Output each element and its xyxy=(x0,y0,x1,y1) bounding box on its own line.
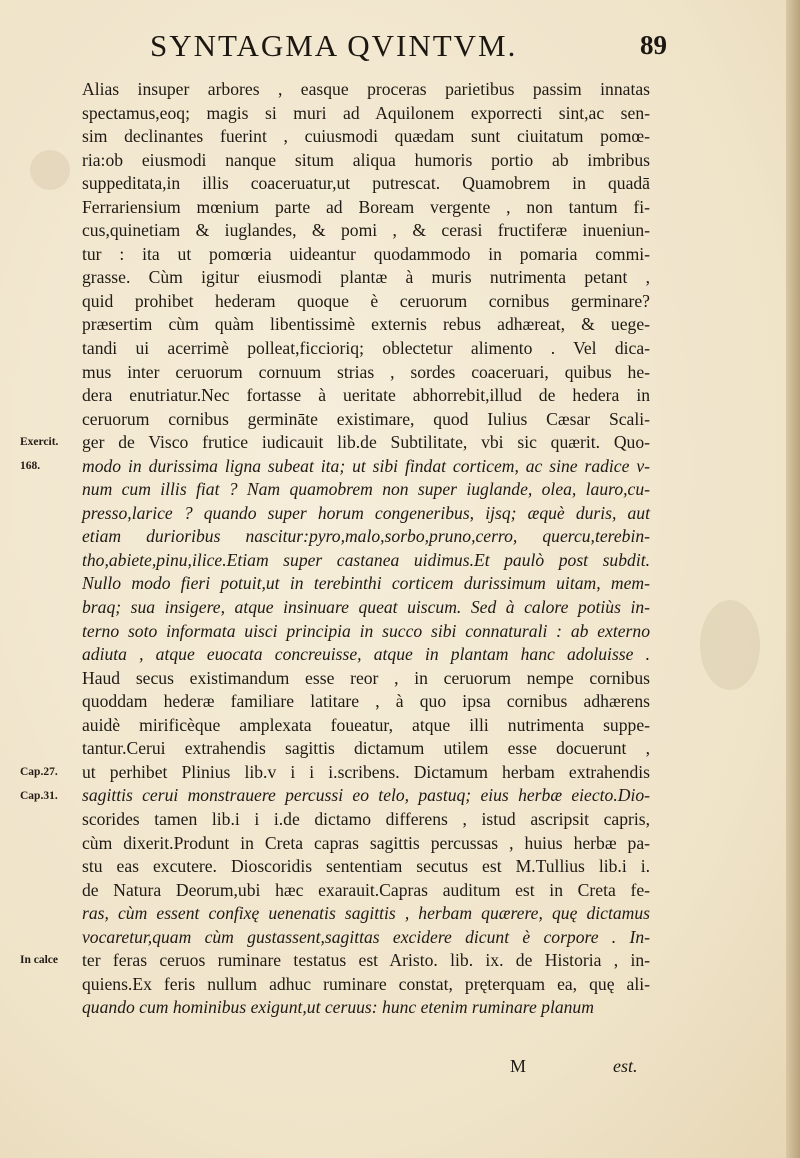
text-line: quiens.Ex feris nullum adhuc ruminare constat, pręterquam ea, quę ali- xyxy=(82,973,650,994)
text-line: terno soto informata uisci principia in succo sibi connaturali : ab externo xyxy=(82,620,650,641)
text-line: mus inter ceruorum cornuum strias , sordes coaceruari, quibus he- xyxy=(82,361,650,382)
text-line: cus,quinetiam & iuglandes, & pomi , & cerasi fructiferæ inueniun- xyxy=(82,220,650,241)
text-line: tantur.Cerui extrahendis sagittis dictamum utilem esse docuerunt , xyxy=(82,738,650,759)
text-line: modo in durissima ligna subeat ita; ut sibi findat corticem, ac sine radice v- xyxy=(82,455,650,476)
text-line: spectamus,eoq; magis si muri ad Aquilonem exporrecti sint,ac sen- xyxy=(82,102,650,123)
text-line: Nullo modo fieri potuit,ut in terebinthi corticem durissimum uitam, mem- xyxy=(82,573,650,594)
margin-note: In calce xyxy=(20,954,59,967)
body-text xyxy=(82,78,650,1020)
text-line: sim declinantes fuerint , cuiusmodi quædam sunt ciuitatum pomœ- xyxy=(82,126,650,147)
text-line: ras, cùm essent confixę uenenatis sagittis , herbam quærere, quę dictamus xyxy=(82,903,650,924)
text-line: Ferrariensium mœnium parte ad Boream vergente , non tantum fi- xyxy=(82,196,650,217)
text-line: tho,abiete,pinu,ilice.Etiam super castanea uidimus.Et paulò post subdit. xyxy=(82,549,650,570)
text-line: tandi ui acerrimè polleat,ficcioriq; oblectetur alimento . Vel dica- xyxy=(82,338,650,359)
text-line: adiuta , atque euocata concreuisse, atque in plantam hanc adoluisse . xyxy=(82,644,650,665)
text-line: dera enutriatur.Nec fortasse à ueritate abhorrebit,illud de hedera in xyxy=(82,385,650,406)
text-line: ter feras ceruos ruminare testatus est Aristo. lib. ix. de Historia , in- xyxy=(82,950,650,971)
text-line: scorides tamen lib.i i i.de dictamo differens , istud ascripsit capris, xyxy=(82,808,650,829)
text-line: Haud secus existimandum esse reor , in ceruorum nempe cornibus xyxy=(82,667,650,688)
text-line: stu eas excutere. Dioscoridis sententiam secutus est M.Tullius lib.i i. xyxy=(82,856,650,877)
text-line: quando cum hominibus exigunt,ut ceruus: hunc etenim ruminare planum xyxy=(82,997,594,1018)
page-edge xyxy=(786,0,800,1158)
text-line: præsertim cùm quàm libentissimè externis rebus adhæreat, & uege- xyxy=(82,314,650,335)
text-line: cùm dixerit.Produnt in Creta capras sagittis percussas , huius herbæ pa- xyxy=(82,832,650,853)
text-line: vocaretur,quam cùm gustassent,sagittas excidere dicunt è corpore . In- xyxy=(82,926,650,947)
text-line: ceruorum cornibus germināte existimare, quod Iulius Cæsar Scali- xyxy=(82,408,650,429)
signature-mark: M xyxy=(510,1056,527,1076)
text-line: de Natura Deorum,ubi hæc exarauit.Capras auditum est in Creta fe- xyxy=(82,879,650,900)
text-line: quoddam hederæ familiare latitare , à quo ipsa cornibus adhærens xyxy=(82,691,650,712)
text-line: presso,larice ? quando super horum congeneribus, ijsq; æquè duris, aut xyxy=(82,502,650,523)
page-number: 89 xyxy=(640,30,667,60)
text-line: num cum illis fiat ? Nam quamobrem non super iuglande, olea, lauro,cu- xyxy=(82,479,650,500)
text-line: Alias insuper arbores , easque proceras parietibus passim innatas xyxy=(82,79,650,99)
page-header xyxy=(150,28,670,68)
margin-note: 168. xyxy=(20,459,41,472)
text-line: suppeditata,in illis coaceruatur,ut putrescat. Quamobrem in quadā xyxy=(82,173,650,194)
text-line: braq; sua insigere, atque insinuare queat uiscum. Sed à calore potiùs in- xyxy=(82,597,650,618)
paper-stain xyxy=(30,150,70,190)
text-line: ger de Visco frutice iudicauit lib.de Subtilitate, vbi sic quærit. Quo- xyxy=(82,432,650,453)
running-title: SYNTAGMA QVINTVM. xyxy=(150,28,518,63)
text-line: tur : ita ut pomœria uideantur quodammodo in pomaria commi- xyxy=(82,243,650,264)
text-line: auidè mirificèque amplexata foueatur, atque illi nutrimenta suppe- xyxy=(82,714,650,735)
paper-stain xyxy=(700,600,760,690)
text-line: ut perhibet Plinius lib.v i i i.scribens. Dictamum herbam extrahendis xyxy=(82,761,650,782)
margin-note: Exercit. xyxy=(20,436,59,449)
text-line: grasse. Cùm igitur eiusmodi plantæ à muris nutrimenta petant , xyxy=(82,267,650,288)
page-footer xyxy=(82,1056,650,1080)
text-line: sagittis cerui monstrauere percussi eo telo, pastuq; eius herbæ eiecto.Dio- xyxy=(82,785,650,806)
margin-note: Cap.27. xyxy=(20,765,58,778)
text-line: quid prohibet hederam quoque è ceruorum cornibus germinare? xyxy=(82,290,650,311)
margin-note: Cap.31. xyxy=(20,789,58,802)
catchword: est. xyxy=(613,1056,638,1076)
text-line: ria:ob eiusmodi nanque situm aliqua humoris portio ab imbribus xyxy=(82,149,650,170)
text-line: etiam durioribus nascitur:pyro,malo,sorbo,pruno,cerro, quercu,terebin- xyxy=(82,526,650,547)
